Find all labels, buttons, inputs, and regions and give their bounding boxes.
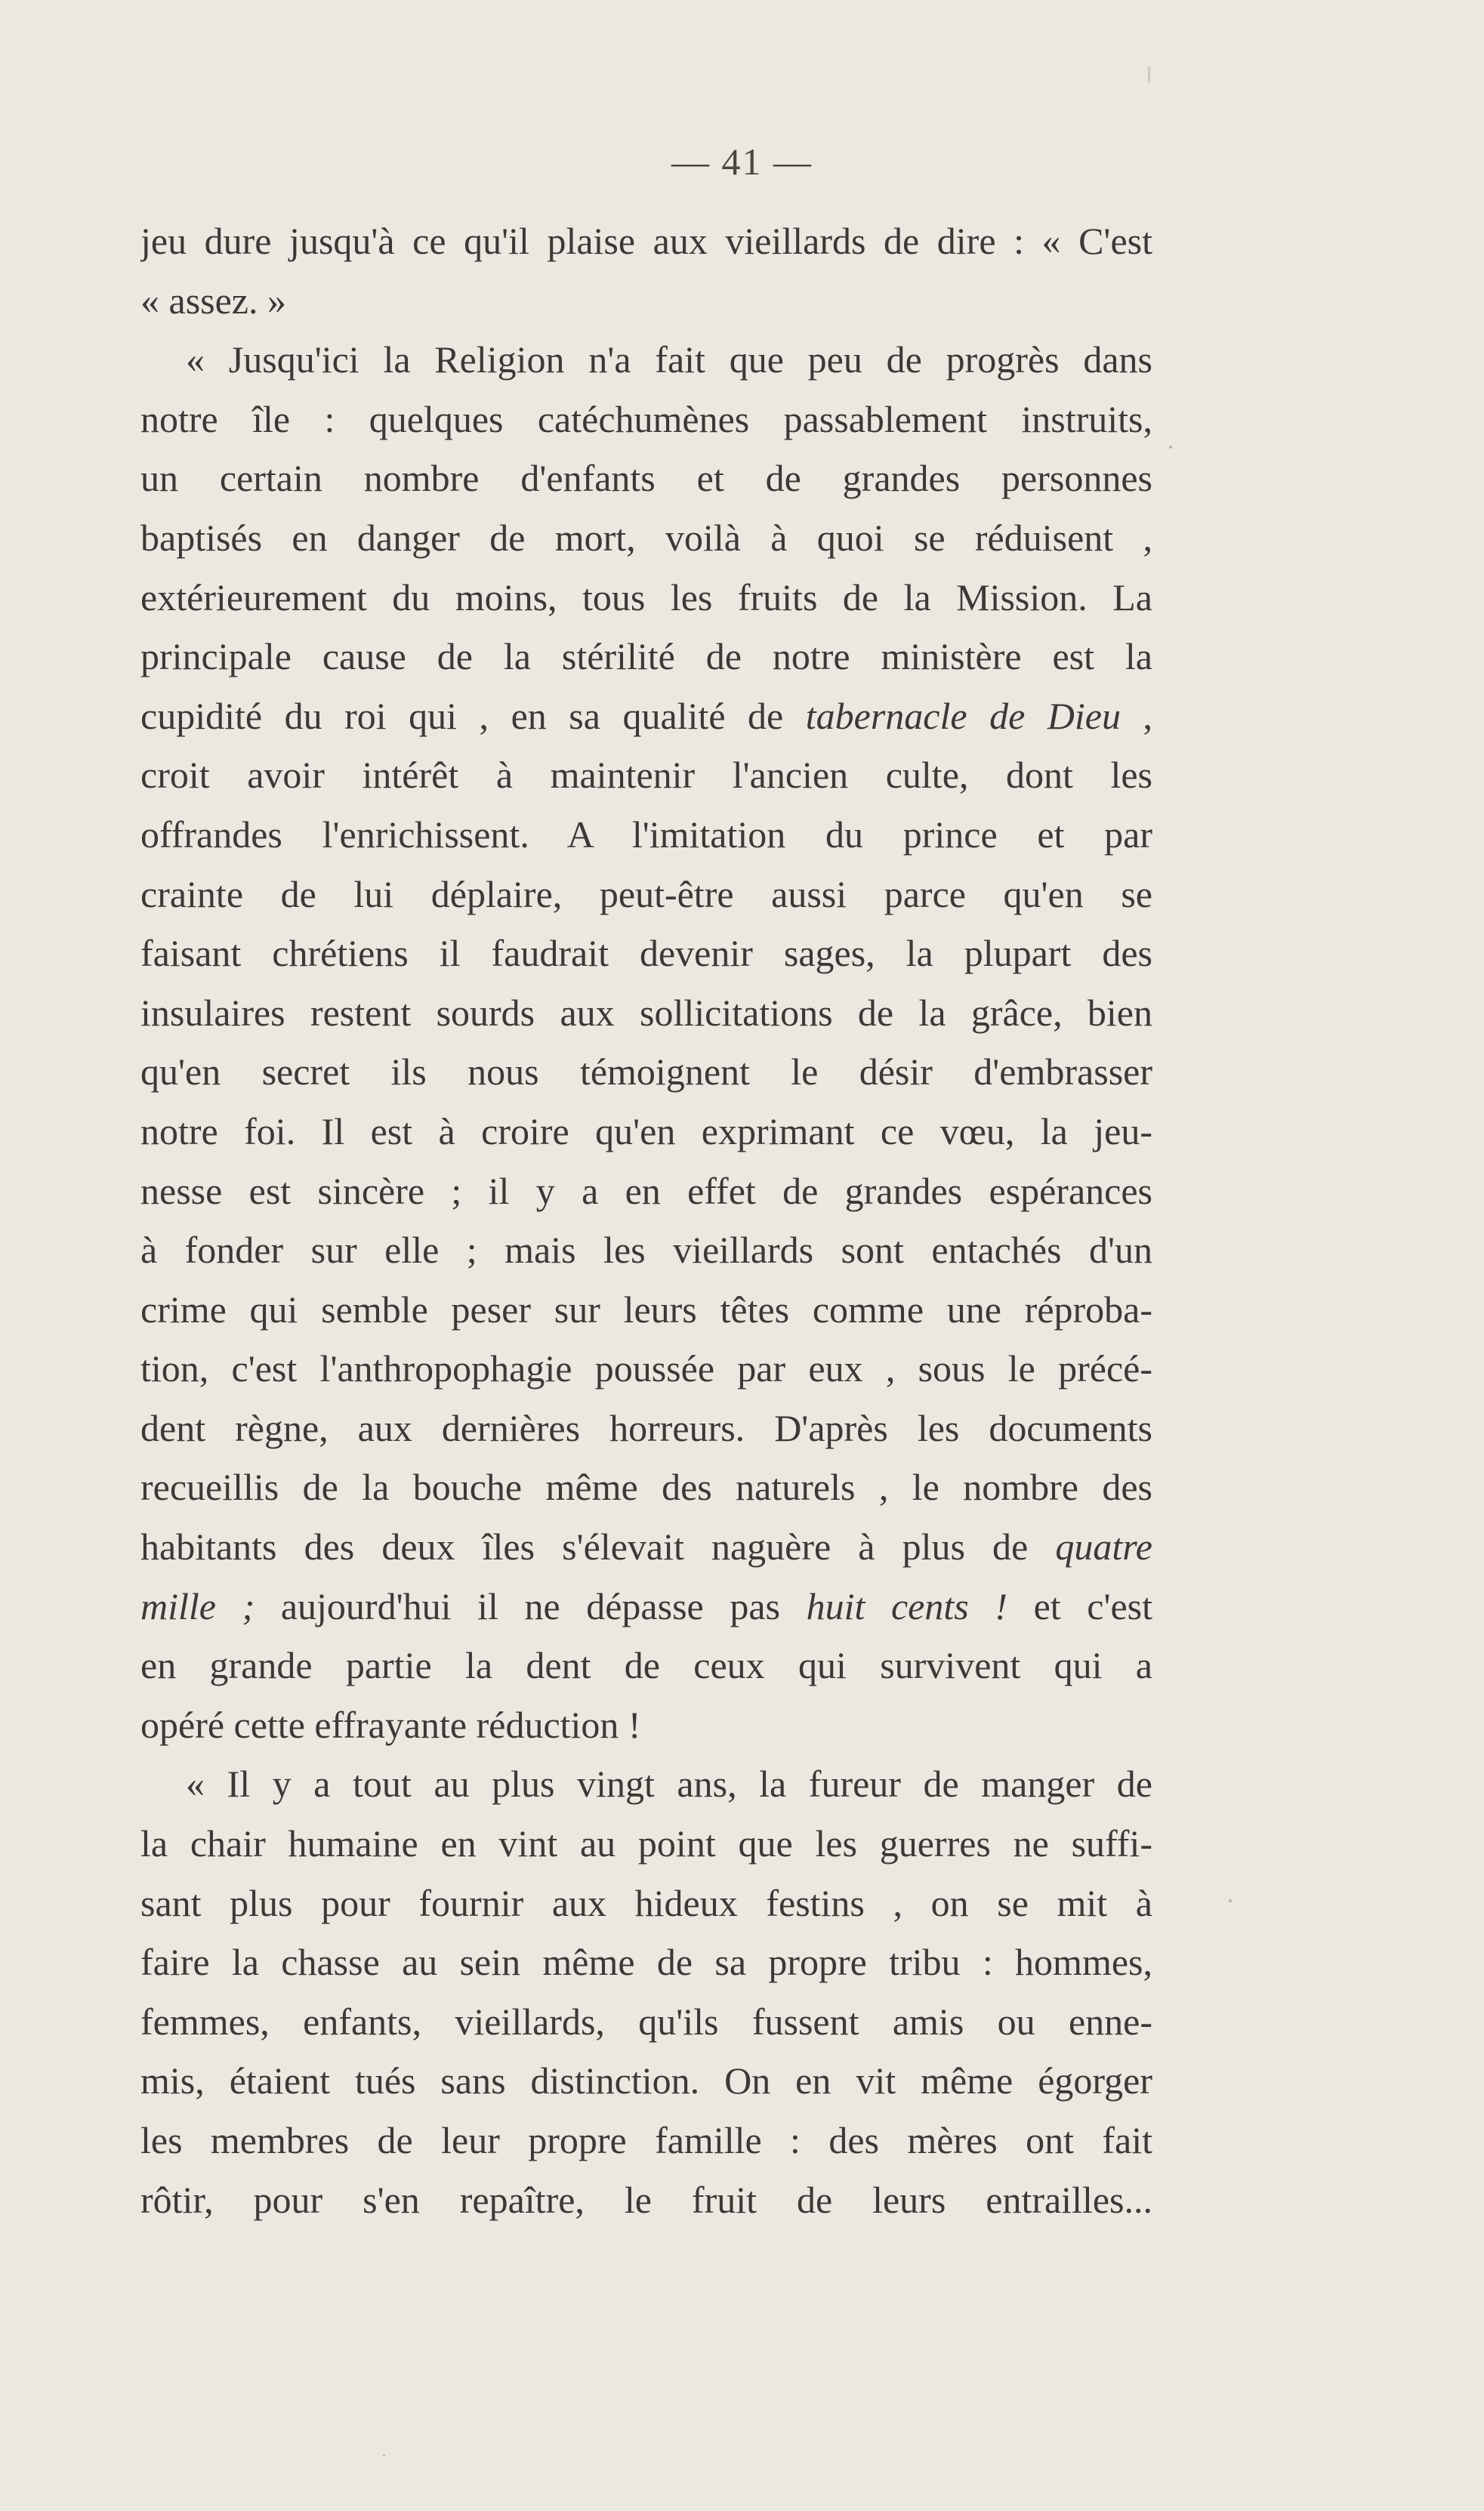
italic-phrase: quatre (1055, 1525, 1152, 1569)
text-line: la chair humaine en vint au point que les guerres ne suffi- (140, 1822, 1152, 1865)
text-run: , (1121, 694, 1152, 737)
text-line: rôtir, pour s'en repaître, le fruit de leurs entrailles... (140, 2178, 1152, 2221)
paper-speck (1169, 446, 1172, 449)
text-line: « Il y a tout au plus vingt ans, la fureur de manger de (186, 1763, 1152, 1806)
text-line: sant plus pour fournir aux hideux festins , on se mit à (140, 1881, 1152, 1924)
text-line: en grande partie la dent de ceux qui survivent qui a (140, 1644, 1152, 1687)
text-line: femmes, enfants, vieillards, qu'ils fussent amis ou enne- (140, 2000, 1152, 2043)
text-line (140, 686, 1152, 746)
text-line: les membres de leur propre famille : des mères ont fait (140, 2119, 1152, 2161)
text-run: habitants des deux îles s'élevait naguère à plus de (140, 1525, 1056, 1569)
text-line: faire la chasse au sein même de sa propre tribu : hommes, (140, 1941, 1152, 1984)
italic-phrase: huit cents ! (806, 1584, 1007, 1627)
text-line: à fonder sur elle ; mais les vieillards sont entachés d'un (140, 1229, 1152, 1272)
text-run: et c'est (1007, 1584, 1152, 1627)
text-line: mis, étaient tués sans distinction. On en vit même égorger (140, 2059, 1152, 2102)
text-line: « Jusqu'ici la Religion n'a fait que peu de progrès dans (186, 338, 1152, 381)
text-line: recueillis de la bouche même des naturels , le nombre des (140, 1466, 1152, 1509)
text-line: un certain nombre d'enfants et de grandes personnes (140, 457, 1152, 500)
text-line: faisant chrétiens il faudrait devenir sages, la plupart des (140, 932, 1152, 975)
italic-phrase: tabernacle de Dieu (805, 694, 1121, 737)
text-line: notre île : quelques catéchumènes passablement instruits, (140, 397, 1152, 440)
italic-phrase: mille ; (140, 1584, 255, 1627)
text-line: principale cause de la stérilité de notre ministère est la (140, 635, 1152, 678)
text-line (140, 1577, 1152, 1636)
text-line: qu'en secret ils nous témoignent le désir d'embrasser (140, 1050, 1152, 1094)
page-number: — 41 — (671, 140, 813, 183)
text-line: crime qui semble peser sur leurs têtes comme une réproba- (140, 1288, 1152, 1331)
paper-speck (1229, 1899, 1232, 1902)
text-line: insulaires restent sourds aux sollicitations de la grâce, bien (140, 991, 1152, 1034)
text-line: jeu dure jusqu'à ce qu'il plaise aux vieillards de dire : « C'est (140, 220, 1152, 262)
text-line: croit avoir intérêt à maintenir l'ancien culte, dont les (140, 754, 1152, 797)
text-line: offrandes l'enrichissent. A l'imitation du prince et par (140, 813, 1152, 856)
text-line: crainte de lui déplaire, peut-être aussi parce qu'en se (140, 872, 1152, 915)
text-line: notre foi. Il est à croire qu'en exprimant ce vœu, la jeu- (140, 1109, 1152, 1152)
paper-speck (383, 2454, 385, 2457)
text-line: baptisés en danger de mort, voilà à quoi se réduisent , (140, 516, 1152, 559)
text-line: opéré cette effrayante réduction ! (140, 1703, 641, 1746)
text-line (140, 1517, 1152, 1577)
text-line: tion, c'est l'anthropophagie poussée par eux , sous le précé- (140, 1347, 1152, 1390)
text-run: cupidité du roi qui , en sa qualité de (140, 694, 806, 737)
body-text (140, 211, 1152, 2229)
text-line: nesse est sincère ; il y a en effet de grandes espérances (140, 1169, 1152, 1212)
text-line: « assez. » (140, 279, 286, 322)
text-line: dent règne, aux dernières horreurs. D'après les documents (140, 1406, 1152, 1449)
text-run: aujourd'hui il ne dépasse pas (255, 1584, 807, 1627)
text-line: extérieurement du moins, tous les fruits de la Mission. La (140, 575, 1152, 618)
paper-speck (1148, 66, 1150, 83)
